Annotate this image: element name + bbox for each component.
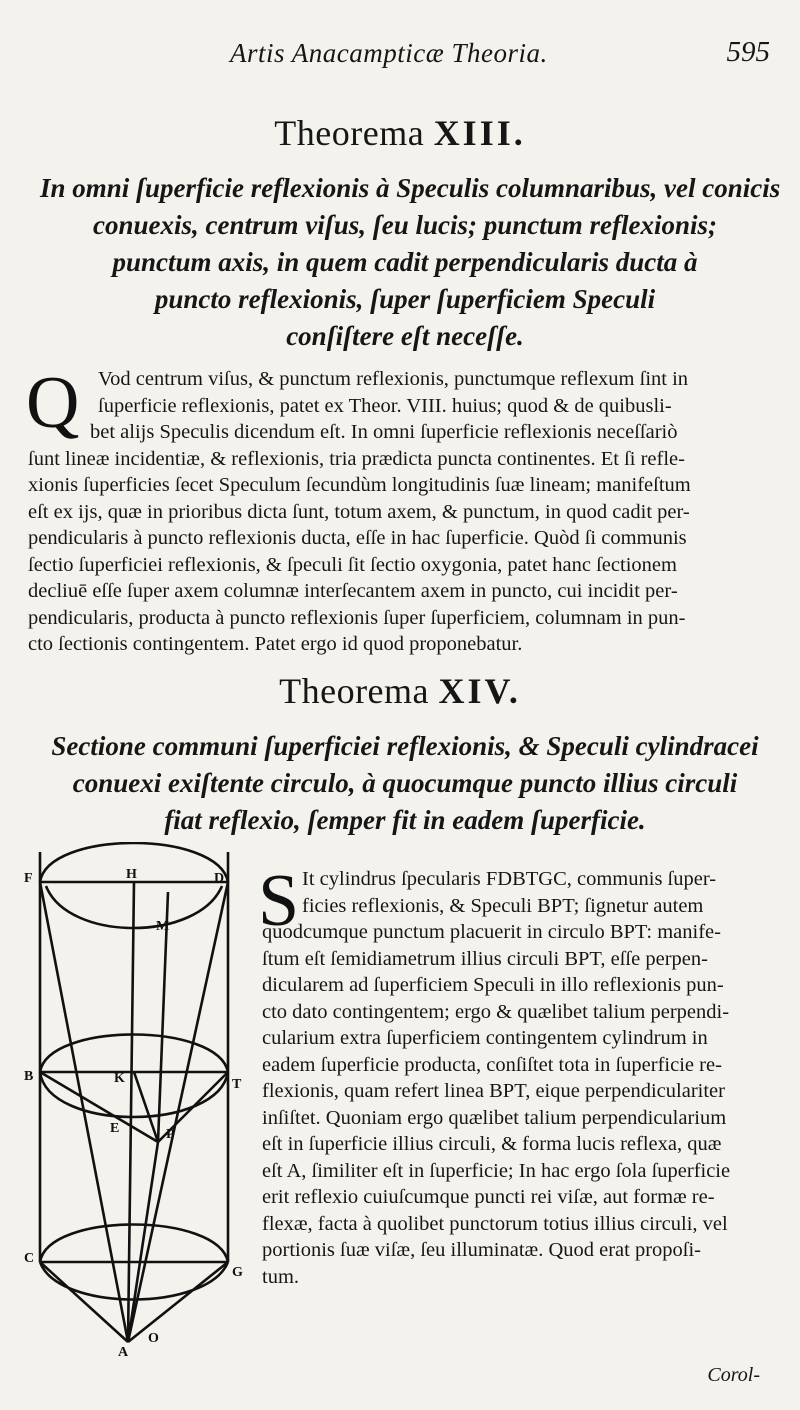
theorem-14-body bbox=[262, 866, 774, 1290]
body-line: ſectio ſuperficiei reflexionis, & ſpeculi ſit ſectio oxygonia, patet hanc ſectionem bbox=[28, 553, 677, 576]
body-line: ſuperficie reflexionis, patet ex Theor. VIII. huius; quod & de quibusli- bbox=[98, 394, 672, 417]
label-h: H bbox=[126, 867, 137, 882]
body-line: portionis ſuæ viſæ, ſeu illuminatæ. Quod erat propoſi- bbox=[262, 1239, 702, 1261]
running-head bbox=[0, 38, 800, 78]
page-number: 595 bbox=[726, 36, 770, 68]
body-line: pendicularis, producta à puncto reflexionis ſuper ſuperficiem, columnam in pun- bbox=[28, 606, 686, 629]
theorem-14-title bbox=[0, 670, 800, 712]
label-m: M bbox=[156, 919, 170, 934]
statement-line: puncto reflexionis, ſuper ſuperficiem Speculi bbox=[154, 284, 656, 314]
body-line: inſiſtet. Quoniam ergo quælibet talium perpendicularium bbox=[262, 1106, 727, 1129]
body-line: ſtum eſt ſemidiametrum illius circuli BPT, eſſe perpen- bbox=[262, 947, 708, 970]
label-e: E bbox=[110, 1121, 120, 1136]
statement-line: punctum axis, in quem cadit perpendicularis ducta à bbox=[112, 247, 698, 277]
body-line: erit reflexio cuiuſcumque puncti rei viſæ, aut formæ re- bbox=[262, 1186, 715, 1208]
body-line: quodcumque punctum placuerit in circulo BPT: manife- bbox=[262, 921, 721, 943]
theorem-14-dropcap: S bbox=[258, 860, 300, 942]
body-line: dicularem ad ſuperficiem Speculi in illo reflexionis pun- bbox=[262, 974, 724, 996]
label-c: C bbox=[24, 1251, 35, 1266]
body-line: flexionis, quam refert linea BPT, eique perpendiculariter bbox=[262, 1080, 725, 1102]
body-line: tum. bbox=[262, 1265, 300, 1288]
bottom-ellipse-upper bbox=[40, 1225, 228, 1263]
statement-line: conuexis, centrum viſus, ſeu lucis; punctum reflexionis; bbox=[92, 210, 718, 240]
body-line: It cylindrus ſpecularis FDBTGC, communis ſuper- bbox=[302, 868, 717, 890]
body-line: bet alijs Speculis dicendum eſt. In omni ſuperficie reflexionis neceſſariò bbox=[90, 421, 678, 443]
mid-ellipse-lower bbox=[40, 1072, 228, 1117]
label-g: G bbox=[232, 1265, 243, 1280]
theorem-13-body bbox=[26, 362, 773, 658]
body-line: xionis ſuperficies ſecet Speculum ſecundùm longitudinis ſuæ lineam; manifeſtum bbox=[28, 474, 691, 496]
statement-line: Sectione communi ſuperficiei reflexionis, & Speculi cylindracei bbox=[51, 731, 759, 761]
label-f: F bbox=[24, 871, 33, 886]
label-t: T bbox=[232, 1077, 242, 1092]
theorem-14-statement bbox=[40, 728, 770, 839]
body-line: eſt ex ijs, quæ in prioribus dicta ſunt, totum axem, & punctum, in quod cadit per- bbox=[28, 500, 690, 523]
theorem-13-title bbox=[0, 112, 800, 154]
label-b: B bbox=[24, 1069, 34, 1084]
label-p: P bbox=[166, 1127, 175, 1142]
radius-k-p bbox=[134, 1072, 158, 1142]
body-line: cto ſectionis contingentem. Patet ergo id quod proponebatur. bbox=[28, 633, 523, 655]
axis-line bbox=[128, 882, 134, 1342]
statement-line: conſiſtere eſt neceſſe. bbox=[286, 321, 524, 351]
body-line: eſt A, ſimiliter eſt in ſuperficie; In hac ergo ſola ſuperficie bbox=[262, 1159, 731, 1182]
theorem-13-dropcap: Q bbox=[26, 362, 80, 444]
theorem-13-statement bbox=[40, 170, 781, 355]
body-line: cularium extra ſuperficiem contingentem cylindrum in bbox=[262, 1027, 708, 1049]
label-k: K bbox=[114, 1071, 125, 1086]
body-line: ficies reflexionis, & Speculi BPT; ſignetur autem bbox=[302, 894, 704, 917]
theorem-13-title-word: Theorema bbox=[274, 113, 425, 153]
theorem-13-numeral: XIII. bbox=[433, 113, 526, 153]
statement-line: fiat reflexio, ſemper fit in eadem ſuperficie. bbox=[164, 805, 646, 835]
figure-lines bbox=[40, 843, 228, 1342]
label-a: A bbox=[118, 1345, 129, 1360]
theorem-14-title-word: Theorema bbox=[279, 671, 430, 711]
body-line: decliuē eſſe ſuper axem columnæ interſecantem axem in puncto, cui incidit per- bbox=[28, 580, 678, 602]
ray-b-p bbox=[40, 1072, 158, 1142]
body-line: flexæ, facta à quolibet punctorum totius illius circuli, vel bbox=[262, 1212, 728, 1235]
statement-line: In omni ſuperficie reflexionis à Speculis columnaribus, vel conicis bbox=[40, 173, 781, 203]
statement-line: conuexi exiſtente circulo, à quocumque puncto illius circuli bbox=[72, 768, 738, 798]
body-line: eſt in ſuperficie illius circuli, & forma lucis reflexa, quæ bbox=[262, 1133, 722, 1155]
label-o: O bbox=[148, 1331, 159, 1346]
label-d: D bbox=[214, 871, 225, 886]
running-title: Artis Anacampticæ Theoria. bbox=[230, 38, 548, 68]
mid-ellipse-upper bbox=[40, 1035, 228, 1073]
body-line: ſunt lineæ incidentiæ, & reflexionis, tria prædicta puncta continentes. Et ſi refle- bbox=[28, 447, 685, 470]
theorem-14-numeral: XIV. bbox=[438, 671, 521, 711]
body-line: eadem ſuperficie producta, conſiſtet tota in ſuperficie re- bbox=[262, 1053, 722, 1076]
body-line: pendicularis à puncto reflexionis ducta, eſſe in hac ſuperficie. Quòd ſi communis bbox=[28, 527, 687, 549]
body-line: Vod centrum viſus, & punctum reflexionis, punctumque reflexum ſint in bbox=[98, 368, 689, 390]
body-line: cto dato contingentem; ergo & quælibet talium perpendi- bbox=[262, 1000, 730, 1023]
cylinder-figure bbox=[18, 842, 258, 1362]
catchword: Corol- bbox=[707, 1364, 760, 1386]
ray-p-a bbox=[128, 1142, 158, 1342]
